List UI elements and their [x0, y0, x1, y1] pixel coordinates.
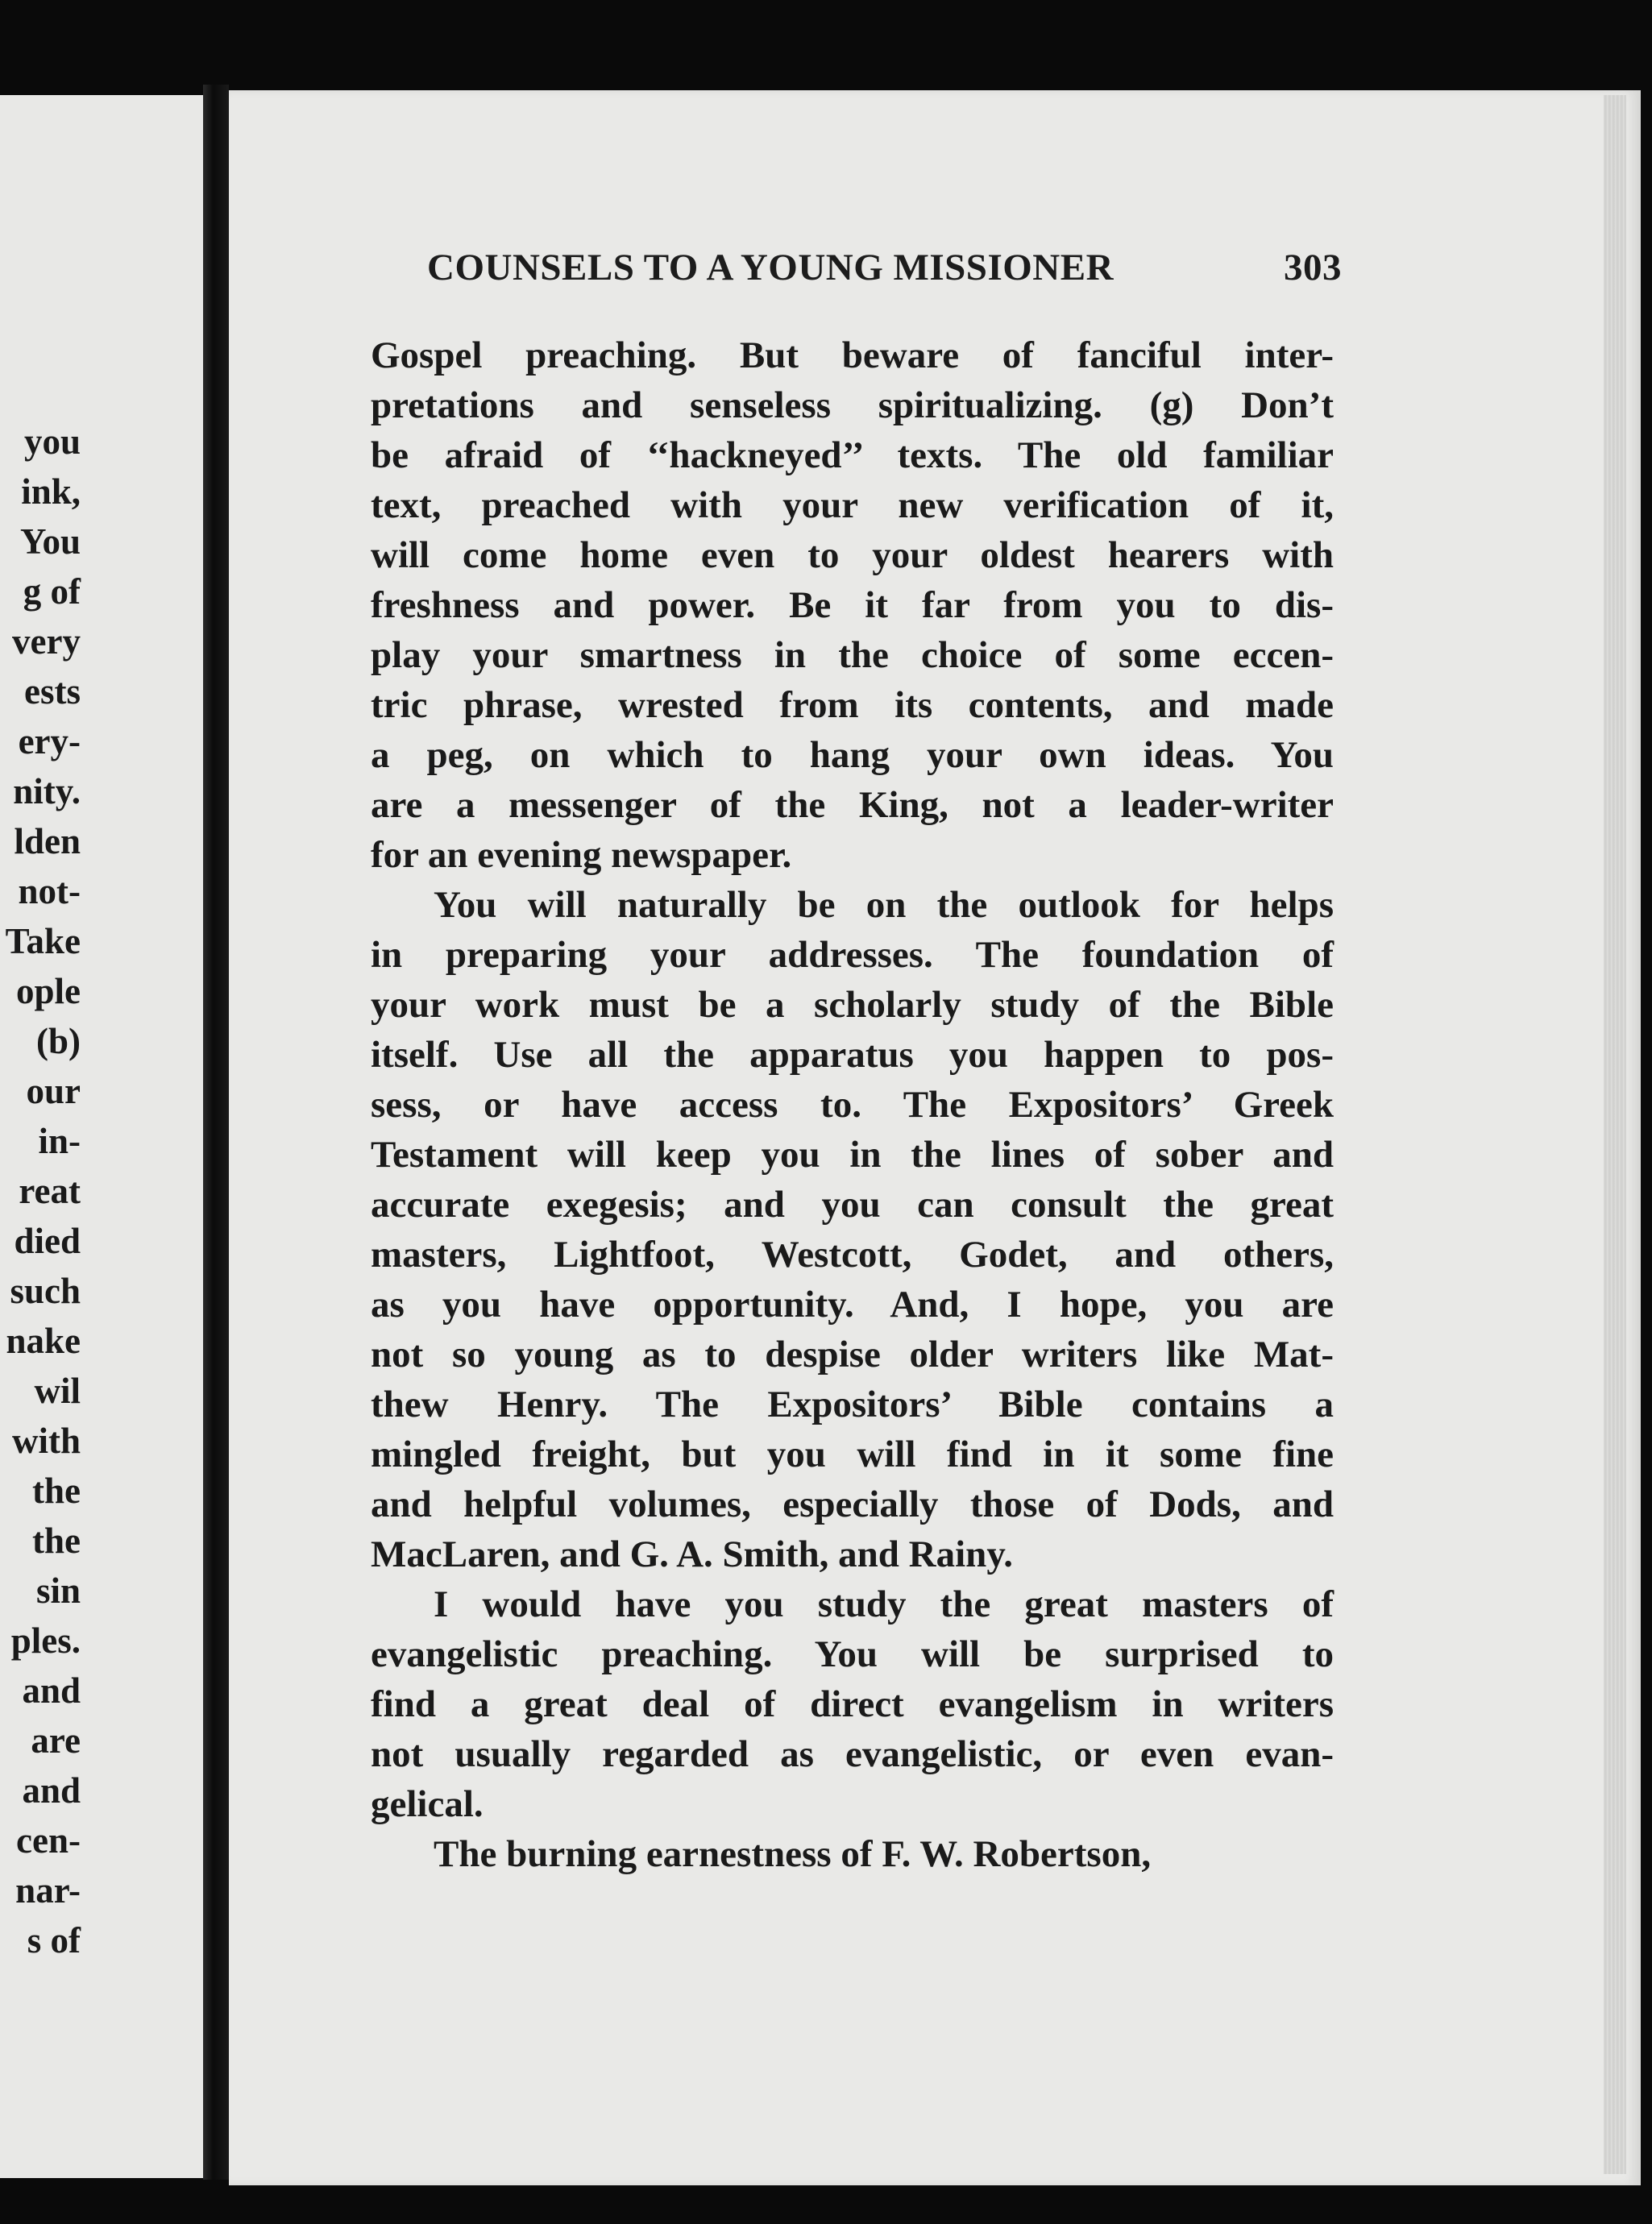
text-line: freshness and power. Be it far from you to dis-	[371, 584, 1334, 626]
text-line: as you have opportunity. And, I hope, you are	[371, 1284, 1334, 1326]
left-line: the	[32, 1471, 81, 1511]
text-line: sess, or have access to. The Expositors’ Greek	[371, 1084, 1334, 1126]
paragraph-start-line: I would have you study the great masters of	[434, 1583, 1334, 1625]
running-head-title: COUNSELS TO A YOUNG MISSIONER	[427, 247, 1114, 288]
text-line: masters, Lightfoot, Westcott, Godet, and others,	[371, 1234, 1334, 1276]
left-line: you	[23, 421, 81, 462]
text-line: in preparing your addresses. The foundation of	[371, 934, 1334, 976]
left-line: ples.	[10, 1620, 81, 1661]
left-line: are	[31, 1720, 81, 1761]
body-text	[371, 330, 1334, 1879]
left-line: nar-	[15, 1870, 81, 1911]
text-line: accurate exegesis; and you can consult the great	[371, 1184, 1334, 1226]
text-line: find a great deal of direct evangelism in writers	[371, 1683, 1334, 1725]
text-line: Testament will keep you in the lines of sober and	[371, 1134, 1334, 1176]
text-line: be afraid of ‘‘hackneyed’’ texts. The old familiar	[371, 434, 1334, 476]
left-line: and	[22, 1770, 81, 1811]
text-line: text, preached with your new verification of it,	[371, 484, 1334, 526]
text-line: for an evening newspaper.	[371, 834, 792, 876]
left-line: nity.	[13, 771, 81, 811]
left-line: such	[10, 1271, 81, 1311]
left-line: very	[12, 621, 81, 662]
left-line: s of	[27, 1920, 81, 1961]
left-line: the	[32, 1521, 81, 1561]
left-line: (b)	[36, 1021, 81, 1061]
left-line: with	[11, 1421, 81, 1461]
text-line: thew Henry. The Expositors’ Bible contains a	[371, 1384, 1334, 1425]
text-line: will come home even to your oldest hearers with	[371, 534, 1334, 576]
page-number: 303	[1284, 247, 1342, 288]
text-line: not so young as to despise older writers like Mat-	[371, 1334, 1334, 1375]
left-line: g of	[23, 571, 81, 612]
left-line: nake	[6, 1321, 81, 1361]
left-line: died	[14, 1221, 81, 1261]
left-line: wil	[34, 1371, 81, 1411]
text-line: evangelistic preaching. You will be surprised to	[371, 1633, 1334, 1675]
left-line: ople	[15, 971, 81, 1011]
left-line: our	[26, 1071, 81, 1111]
left-line: lden	[14, 821, 81, 861]
text-line: mingled freight, but you will find in it some fine	[371, 1434, 1334, 1475]
left-line: ery-	[18, 721, 81, 761]
left-line: reat	[19, 1171, 81, 1211]
text-line: are a messenger of the King, not a leader-writer	[371, 784, 1334, 826]
left-line: Take	[5, 921, 81, 961]
left-line: sin	[35, 1570, 81, 1611]
text-line: tric phrase, wrested from its contents, and made	[371, 684, 1334, 726]
text-line: your work must be a scholarly study of the Bible	[371, 984, 1334, 1026]
paragraph-start-line: You will naturally be on the outlook for helps	[434, 884, 1334, 926]
text-line: pretations and senseless spiritualizing. (g) Don’t	[371, 384, 1334, 426]
page-edge-shading	[1604, 95, 1626, 2174]
left-line: in-	[38, 1121, 81, 1161]
text-line: Gospel preaching. But beware of fanciful inter-	[371, 334, 1334, 376]
paragraph-start-line: The burning earnestness of F. W. Robertson,	[434, 1833, 1152, 1875]
left-line: You	[19, 521, 81, 562]
left-facing-page	[0, 95, 203, 2178]
left-line: and	[22, 1670, 81, 1711]
text-line: gelical.	[371, 1783, 484, 1825]
text-line: not usually regarded as evangelistic, or even evan-	[371, 1733, 1334, 1775]
text-line: a peg, on which to hang your own ideas. You	[371, 734, 1334, 776]
text-line: play your smartness in the choice of some eccen-	[371, 634, 1334, 676]
book-binding-gutter	[203, 85, 229, 2180]
text-line: itself. Use all the apparatus you happen to pos-	[371, 1034, 1334, 1076]
left-line: ests	[24, 671, 81, 712]
text-line: MacLaren, and G. A. Smith, and Rainy.	[371, 1533, 1013, 1575]
left-line: cen-	[16, 1820, 81, 1861]
text-line: and helpful volumes, especially those of Dods, and	[371, 1483, 1334, 1525]
left-line: ink,	[21, 471, 81, 512]
left-line: not-	[18, 871, 81, 911]
